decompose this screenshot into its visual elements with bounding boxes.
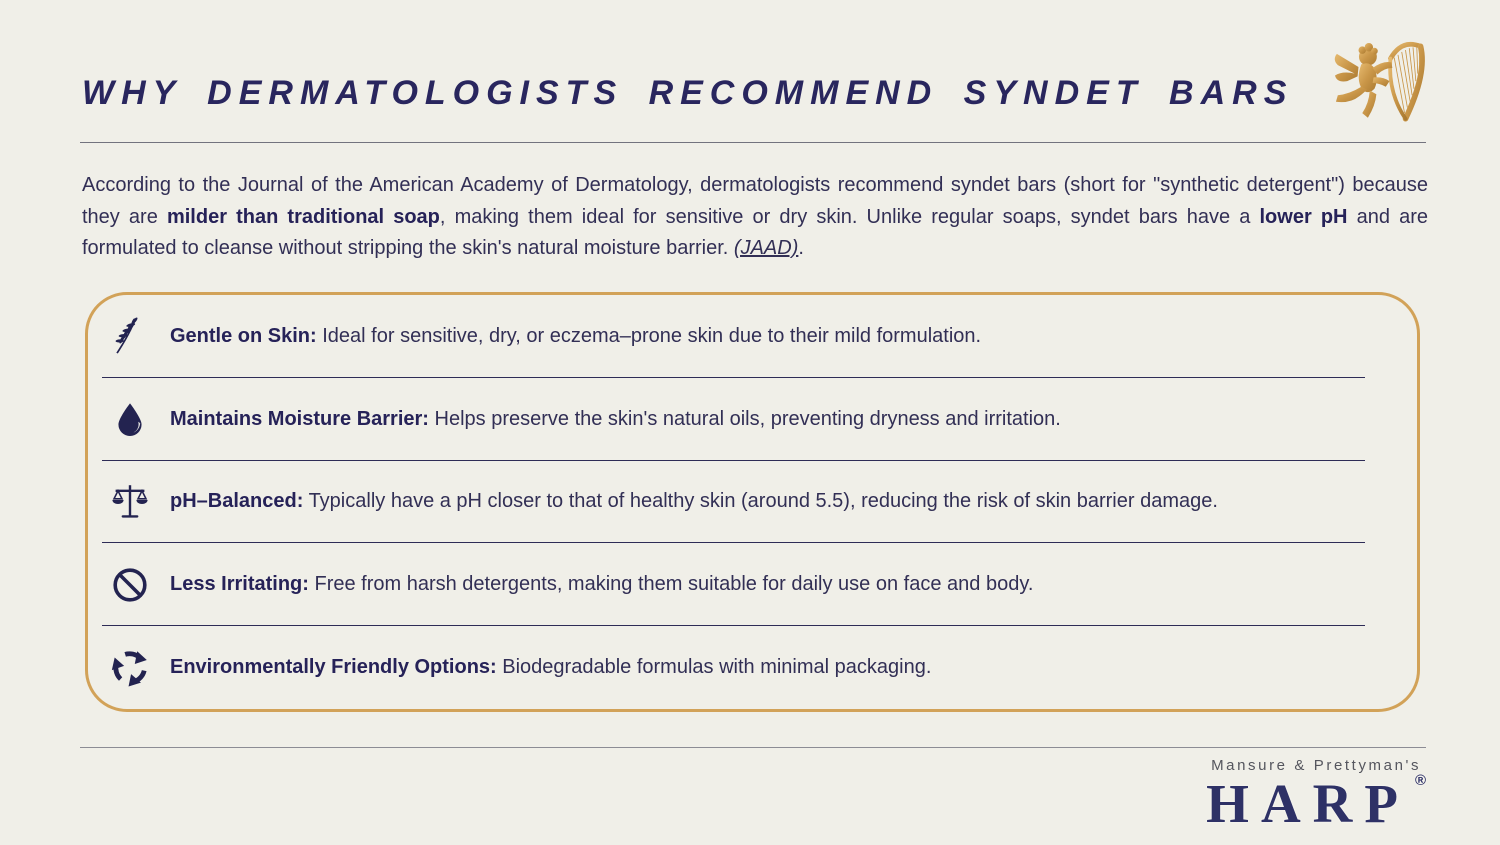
brand-name-text: HARP — [1206, 773, 1410, 834]
brand-logo — [1206, 757, 1426, 833]
intro-text: , making them ideal for sensitive or dry skin. Unlike regular soaps, syndet bars have a — [439, 205, 1260, 228]
balance-scale-icon — [110, 479, 150, 525]
intro-bold-milder: milder than traditional soap — [166, 205, 440, 228]
jaad-link[interactable]: (JAAD) — [733, 237, 799, 260]
benefit-row — [88, 461, 1417, 544]
benefit-description: Helps preserve the skin's natural oils, preventing dryness and irritation. — [428, 407, 1061, 430]
benefit-description: Free from harsh detergents, making them suitable for daily use on face and body. — [308, 573, 1034, 596]
intro-paragraph — [82, 170, 1428, 265]
benefit-text — [170, 490, 1218, 513]
cherub-harp-icon — [1330, 36, 1434, 130]
intro-bold-lower-ph: lower pH — [1259, 205, 1348, 228]
brand-tagline: Mansure & Prettyman's — [1211, 757, 1422, 774]
benefit-label: pH–Balanced: — [170, 490, 304, 513]
benefit-label: Gentle on Skin: — [170, 324, 317, 347]
intro-text: According to the Journal of the American Academy of Dermatology, dermatologists recommend syndet bars (short for "synthetic detergent") because they are — [82, 174, 1428, 228]
benefit-label: Maintains Moisture Barrier: — [170, 407, 429, 430]
footer-divider — [80, 747, 1426, 748]
benefit-label: Environmentally Friendly Options: — [170, 656, 497, 679]
benefit-row — [88, 378, 1417, 461]
recycle-icon — [110, 645, 150, 691]
benefit-row — [88, 543, 1417, 626]
wheat-branch-icon — [110, 313, 150, 359]
benefit-text — [170, 408, 1061, 431]
benefit-description: Typically have a pH closer to that of healthy skin (around 5.5), reducing the risk of skin barrier damage. — [303, 490, 1218, 513]
page-title: WHY DERMATOLOGISTS RECOMMEND SYNDET BARS — [82, 74, 1294, 112]
registered-trademark-icon: ® — [1414, 772, 1426, 789]
title-divider — [80, 142, 1426, 143]
intro-text: and are formulated to cleanse without stripping the skin's natural moisture barrier. — [82, 205, 1429, 260]
benefit-description: Biodegradable formulas with minimal packaging. — [496, 656, 932, 679]
benefits-box — [85, 292, 1420, 712]
water-drop-icon — [110, 396, 150, 442]
benefit-text — [170, 656, 931, 679]
benefit-text — [170, 573, 1033, 596]
prohibition-icon — [110, 562, 150, 608]
benefit-text — [170, 325, 981, 348]
intro-text: . — [798, 237, 804, 260]
brand-name — [1206, 772, 1426, 834]
benefit-description: Ideal for sensitive, dry, or eczema–prone skin due to their mild formulation. — [316, 324, 982, 347]
benefit-label: Less Irritating: — [170, 573, 309, 596]
benefit-row — [88, 295, 1417, 378]
benefit-row — [88, 626, 1417, 709]
